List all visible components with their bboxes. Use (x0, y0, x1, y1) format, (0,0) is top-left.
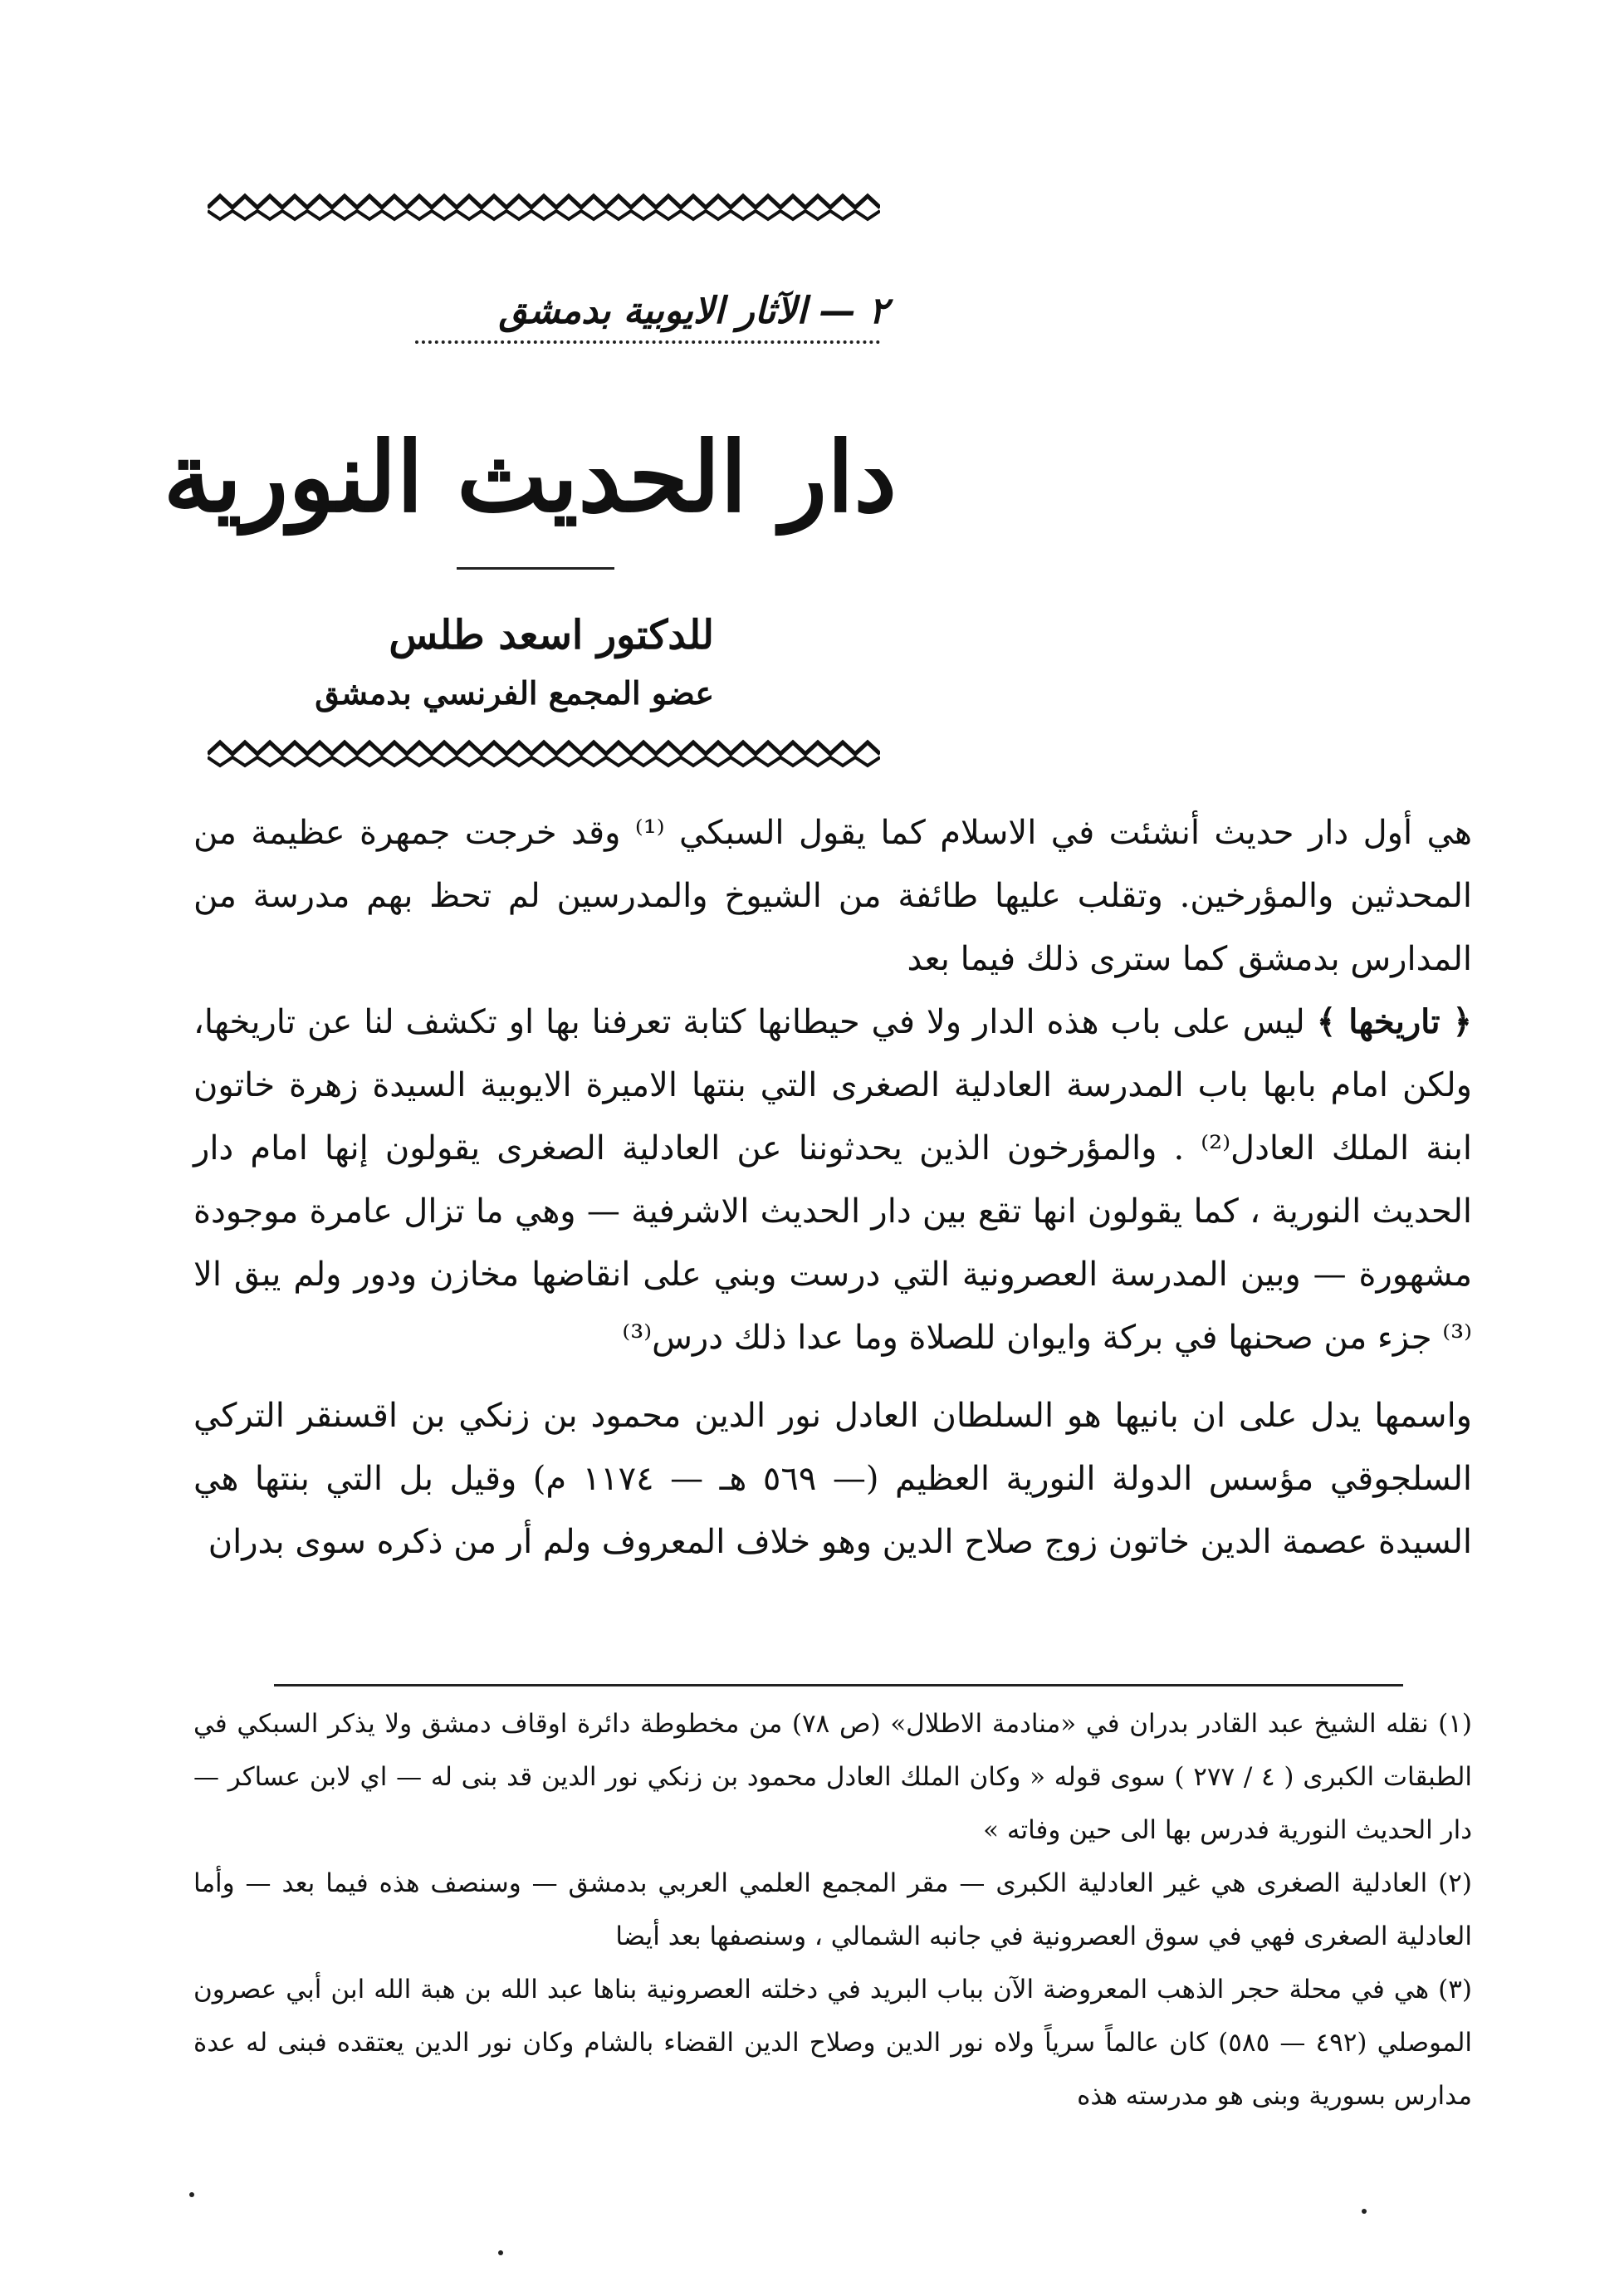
section-heading-history: ﴿ تاريخها ﴾ (1316, 1002, 1472, 1041)
title-divider (457, 567, 614, 570)
series-title: ٢ — الآثار الايوبية بدمشق (498, 290, 888, 332)
article-title: دار الحديث النورية (163, 421, 897, 534)
series-underline (415, 340, 880, 345)
footnote-3: (٣) هي في محلة حجر الذهب المعروضة الآن بباب البريد في دخلته العصرونية بناها عبد الله بن هبة الله ابن أبي عصرون الموصلي (٤٩٢ — ٥٨٥) كان عالماً سرياً ولاه نور الدين وصلاح الدين القضاء بالشام وكان نور الدين يعتقده فبنى له عدة مدارس بسورية وبنى هو مدرسته هذه (193, 1975, 1473, 2111)
footnote-2: (٢) العادلية الصغرى هي غير العادلية الكبرى — مقر المجمع العلمي العربي بدمشق — وسنصف هذه فيما بعد — وأما العادلية الصغرى فهي في سوق العصرونية في جانبه الشمالي ، وسنصفها بعد أيضا (193, 1868, 1472, 1951)
footnote-1: (١) نقله الشيخ عبد القادر بدران في «منادمة الاطلال» (ص ٧٨) من مخطوطة دائرة اوقاف دمشق ولا يذكر السبكي في الطبقات الكبرى ( ٤ / ٢٧٧ ) سوى قوله « وكان الملك العادل محمود بن زنكي نور الدين قد بنى له — اي لابن عساكر — دار الحديث النورية فدرس بها الى حين وفاته » (193, 1709, 1473, 1845)
paragraph-history-text: ليس على باب هذه الدار ولا في حيطانها كتابة تعرفنا بها او تكشف لنا عن تاريخها، ولكن امام بابها باب المدرسة العادلية الصغرى التي بنتها الاميرة الايوبية السيدة زهرة خاتون ابنة الملك العادل⁽²⁾ . والمؤرخون الذين يحدثوننا عن العادلية الصغرى يقولون إنها امام دار الحديث النورية ، كما يقولون انها تقع بين دار الحديث الاشرفية — وهي ما تزال عامرة موجودة مشهورة — وبين المدرسة العصرونية التي درست وبني على انقاضها مخازن ودور ولم يبق الا ⁽³⁾ جزء من صحنها في بركة وايوان للصلاة وما عدا ذلك درس⁽³⁾ (193, 1003, 1472, 1357)
scan-speck (1362, 2209, 1367, 2214)
footnotes (193, 1697, 1472, 2122)
paragraph-intro: هي أول دار حديث أنشئت في الاسلام كما يقول السبكي ⁽¹⁾ وقد خرجت جمهرة عظيمة من المحدثين والمؤرخين. وتقلب عليها طائفة من الشيوخ والمدرسين لم تحظ بهم مدرسة من المدارس بدمشق كما سترى ذلك فيما بعد (193, 814, 1472, 978)
scan-speck (189, 2192, 194, 2197)
bottom-ornament-border (208, 739, 880, 769)
author-name: للدكتور اسعد طلس (389, 612, 714, 658)
paragraph-history (193, 991, 1472, 1369)
footnote-divider (274, 1684, 1403, 1686)
paragraph-name-origin: واسمها يدل على ان بانيها هو السلطان العادل نور الدين محمود بن زنكي بن اقسنقر التركي السلجوقي مؤسس الدولة النورية العظيم (— ٥٦٩ هـ — ١١٧٤ م) وقيل بل التي بنتها هي السيدة عصمة الدين خاتون زوج صلاح الدين وهو خلاف المعروف ولم أر من ذكره سوى بدران (193, 1397, 1472, 1561)
zigzag-ornament-icon (208, 739, 880, 769)
article-body (193, 801, 1472, 1574)
top-ornament-border (208, 193, 880, 223)
scan-speck (498, 2250, 503, 2255)
zigzag-ornament-icon (208, 193, 880, 223)
author-affiliation: عضو المجمع الفرنسي بدمشق (315, 674, 714, 712)
